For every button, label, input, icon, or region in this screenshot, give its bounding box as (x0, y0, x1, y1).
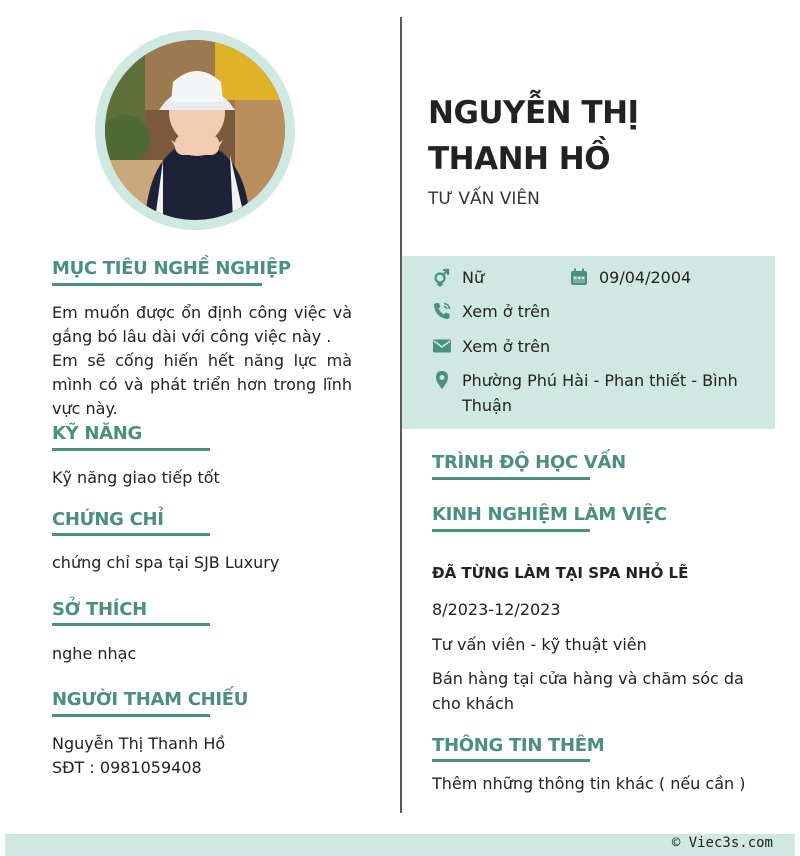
email-icon (432, 336, 452, 356)
skills-title: KỸ NĂNG (52, 423, 142, 444)
birthday-row (569, 265, 691, 290)
skills-text: Kỹ năng giao tiếp tốt (52, 468, 220, 487)
experience-position: Tư vấn viên - kỹ thuật viên (432, 635, 647, 654)
avatar (105, 40, 285, 220)
experience-title: KINH NGHIỆM LÀM VIỆC (432, 504, 667, 525)
hobbies-underline (52, 623, 210, 626)
footer-credit[interactable]: © Viec3s.com (671, 835, 773, 851)
experience-company: ĐÃ TỪNG LÀM TẠI SPA NHỎ LẼ (432, 564, 689, 582)
objective-underline (52, 283, 262, 286)
email-value: Xem ở trên (462, 337, 551, 356)
additional-underline (432, 759, 590, 762)
candidate-name: NGUYỄN THỊ THANH HỒ (428, 95, 639, 177)
hobbies-text: nghe nhạc (52, 644, 137, 663)
certificates-title: CHỨNG CHỈ (52, 509, 164, 530)
objective-line-1: Em muốn được ổn định công việc và gắng bó lâu dài với công việc này . (52, 303, 352, 346)
references-text (52, 732, 225, 780)
experience-period: 8/2023-12/2023 (432, 600, 561, 619)
calendar-icon (569, 267, 589, 287)
gender-icon (432, 267, 452, 287)
reference-name: Nguyễn Thị Thanh Hồ (52, 734, 226, 753)
phone-icon (432, 301, 452, 321)
email-row (432, 334, 550, 359)
birthday-value: 09/04/2004 (599, 268, 692, 287)
certificates-text: chứng chỉ spa tại SJB Luxury (52, 553, 280, 572)
objective-line-2: Em sẽ cống hiến hết năng lực mà mình có và phát triển hơn trong lĩnh vực này. (52, 351, 352, 418)
address-row (432, 368, 742, 418)
education-title: TRÌNH ĐỘ HỌC VẤN (432, 452, 626, 473)
objective-text (52, 301, 352, 421)
hobbies-title: SỞ THÍCH (52, 599, 147, 620)
reference-phone: SĐT : 0981059408 (52, 758, 202, 777)
phone-value: Xem ở trên (462, 302, 551, 321)
gender-value: Nữ (462, 268, 485, 287)
certificates-underline (52, 533, 210, 536)
address-value: Phường Phú Hài - Phan thiết - Bình Thuận (462, 371, 738, 415)
references-title: NGƯỜI THAM CHIẾU (52, 689, 249, 710)
phone-row (432, 299, 550, 324)
experience-underline (432, 529, 590, 532)
additional-title: THÔNG TIN THÊM (432, 735, 605, 756)
education-underline (432, 477, 590, 480)
location-icon (432, 370, 452, 390)
experience-description: Bán hàng tại cửa hàng và chăm sóc da cho khách (432, 669, 744, 713)
job-title: TƯ VẤN VIÊN (428, 189, 540, 209)
gender-row (432, 265, 484, 290)
objective-title: MỤC TIÊU NGHỀ NGHIỆP (52, 258, 291, 279)
additional-text: Thêm những thông tin khác ( nếu cần ) (432, 774, 746, 793)
references-underline (52, 714, 210, 717)
skills-underline (52, 448, 210, 451)
footer-bar (5, 834, 795, 856)
